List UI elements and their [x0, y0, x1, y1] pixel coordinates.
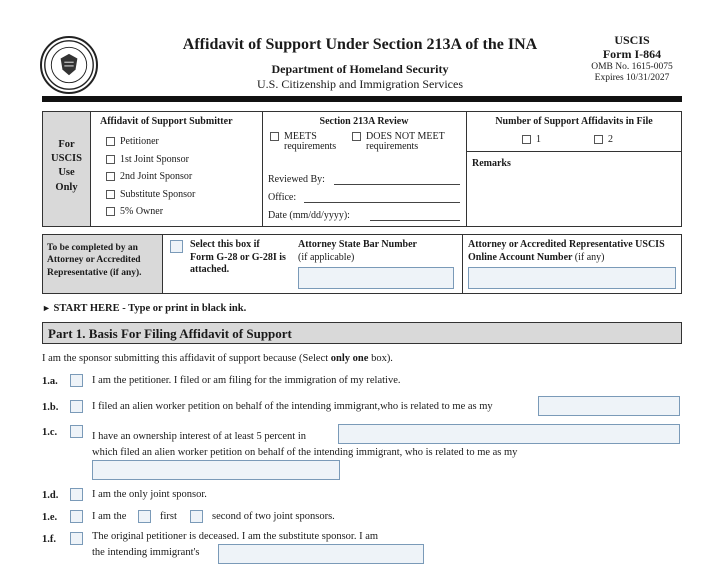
submitter-option-petitioner[interactable]: Petitioner — [106, 133, 195, 151]
item-number: 1.e. — [42, 512, 58, 523]
option-1f-label-2: the intending immigrant's — [92, 547, 200, 558]
part1-intro: I am the sponsor submitting this affidavit of support because (Select only one box). — [42, 353, 393, 364]
option-1d-label: I am the only joint sponsor. — [92, 489, 207, 500]
checkbox[interactable] — [106, 155, 115, 164]
side-label-line: For — [58, 139, 75, 150]
dhs-seal-icon — [40, 36, 98, 94]
date-line[interactable] — [370, 220, 460, 221]
account-number-title: Attorney or Accredited Representative USCIS Online Account Number (if any) — [468, 239, 665, 263]
option-1a-checkbox[interactable] — [70, 374, 83, 387]
divider — [262, 112, 263, 226]
option-1f-checkbox[interactable] — [70, 532, 83, 545]
review-title: Section 213A Review — [319, 116, 409, 127]
first-sponsor-checkbox[interactable] — [138, 510, 151, 523]
relationship-input-1b[interactable] — [538, 396, 680, 416]
item-number: 1.d. — [42, 490, 59, 501]
office-label: Office: — [268, 192, 297, 203]
option-1c-label-2: which filed an alien worker petition on behalf of the intending immigrant, who is related to me as my — [92, 447, 518, 458]
checkbox[interactable] — [106, 190, 115, 199]
company-name-input[interactable] — [338, 424, 680, 444]
submitter-options — [106, 133, 195, 221]
option-1b-checkbox[interactable] — [70, 400, 83, 413]
first-label: first — [160, 511, 177, 522]
item-number: 1.f. — [42, 534, 56, 545]
does-not-meet-option[interactable]: DOES NOT MEET requirements — [352, 132, 445, 152]
side-label-line: Only — [55, 181, 78, 193]
submitter-option-1st-joint[interactable]: 1st Joint Sponsor — [106, 151, 195, 169]
relationship-input-1c[interactable] — [92, 460, 340, 480]
submitter-option-substitute[interactable]: Substitute Sponsor — [106, 186, 195, 204]
g28-checkbox[interactable] — [170, 240, 183, 253]
omb-number: OMB No. 1615-0075 — [591, 61, 673, 72]
header-rule — [42, 96, 682, 102]
start-here: ► START HERE - Type or print in black ink. — [42, 303, 247, 314]
submitter-option-2nd-joint[interactable]: 2nd Joint Sponsor — [106, 168, 195, 186]
agency-name: U.S. Citizenship and Immigration Services — [257, 77, 463, 91]
bar-number-title: Attorney State Bar Number — [298, 239, 417, 250]
attorney-label: To be completed by an Attorney or Accredited Representative (if any). — [43, 235, 163, 293]
remarks-label: Remarks — [472, 158, 511, 169]
bar-number-input[interactable] — [298, 267, 454, 289]
checkbox[interactable] — [522, 135, 531, 144]
option-1d-checkbox[interactable] — [70, 488, 83, 501]
form-id-block — [578, 34, 686, 83]
expiration-date: Expires 10/31/2027 — [594, 72, 670, 83]
option-1b-label: I filed an alien worker petition on behalf of the intending immigrant,who is related to me as my — [92, 401, 493, 412]
divider — [466, 151, 682, 152]
form-number: Form I-864 — [602, 46, 662, 61]
form-title: Affidavit of Support Under Section 213A of the INA — [182, 36, 538, 53]
item-number: 1.c. — [42, 427, 58, 438]
option-1e-checkbox[interactable] — [70, 510, 83, 523]
checkbox[interactable] — [106, 137, 115, 146]
item-number: 1.a. — [42, 376, 58, 387]
checkbox[interactable] — [106, 172, 115, 181]
submitter-title: Affidavit of Support Submitter — [100, 116, 233, 127]
option-1f-label: The original petitioner is deceased. I am the substitute sponsor. I am — [92, 531, 379, 542]
submitter-option-5-owner[interactable]: 5% Owner — [106, 203, 195, 221]
item-number: 1.b. — [42, 402, 59, 413]
number-title: Number of Support Affidavits in File — [495, 116, 653, 127]
second-sponsor-checkbox[interactable] — [190, 510, 203, 523]
office-line[interactable] — [304, 202, 460, 203]
date-label: Date (mm/dd/yyyy): — [268, 210, 350, 221]
option-1c-checkbox[interactable] — [70, 425, 83, 438]
arrow-right-icon: ► — [42, 303, 51, 313]
checkbox[interactable] — [106, 207, 115, 216]
checkbox[interactable] — [270, 132, 279, 141]
checkbox[interactable] — [352, 132, 361, 141]
reviewed-by-line[interactable] — [334, 184, 460, 185]
reviewed-by-label: Reviewed By: — [268, 174, 325, 185]
meets-option[interactable]: MEETS requirements — [270, 132, 336, 152]
g28-label: Select this box if Form G-28 or G-28I is attached. — [190, 239, 286, 275]
relationship-input-1f[interactable] — [218, 544, 424, 564]
part1-header: Part 1. Basis For Filing Affidavit of Support — [42, 322, 682, 344]
checkbox[interactable] — [594, 135, 603, 144]
number-option-1[interactable]: 1 — [522, 134, 541, 145]
account-number-input[interactable] — [468, 267, 676, 289]
bar-number-sub: (if applicable) — [298, 252, 355, 263]
office-use-side-label — [43, 112, 91, 226]
second-label: second of two joint sponsors. — [212, 511, 335, 522]
divider — [462, 234, 463, 294]
number-option-2[interactable]: 2 — [594, 134, 613, 145]
side-label-line: Use — [58, 167, 75, 179]
divider — [466, 112, 467, 226]
option-1a-label: I am the petitioner. I filed or am filing for the immigration of my relative. — [92, 375, 401, 386]
uscis-label: USCIS — [614, 33, 650, 47]
department-name: Department of Homeland Security — [271, 62, 449, 76]
option-1c-label: I have an ownership interest of at least 5 percent in — [92, 431, 307, 442]
option-1e-label: I am the — [92, 511, 127, 522]
side-label-line: USCIS — [51, 153, 82, 165]
